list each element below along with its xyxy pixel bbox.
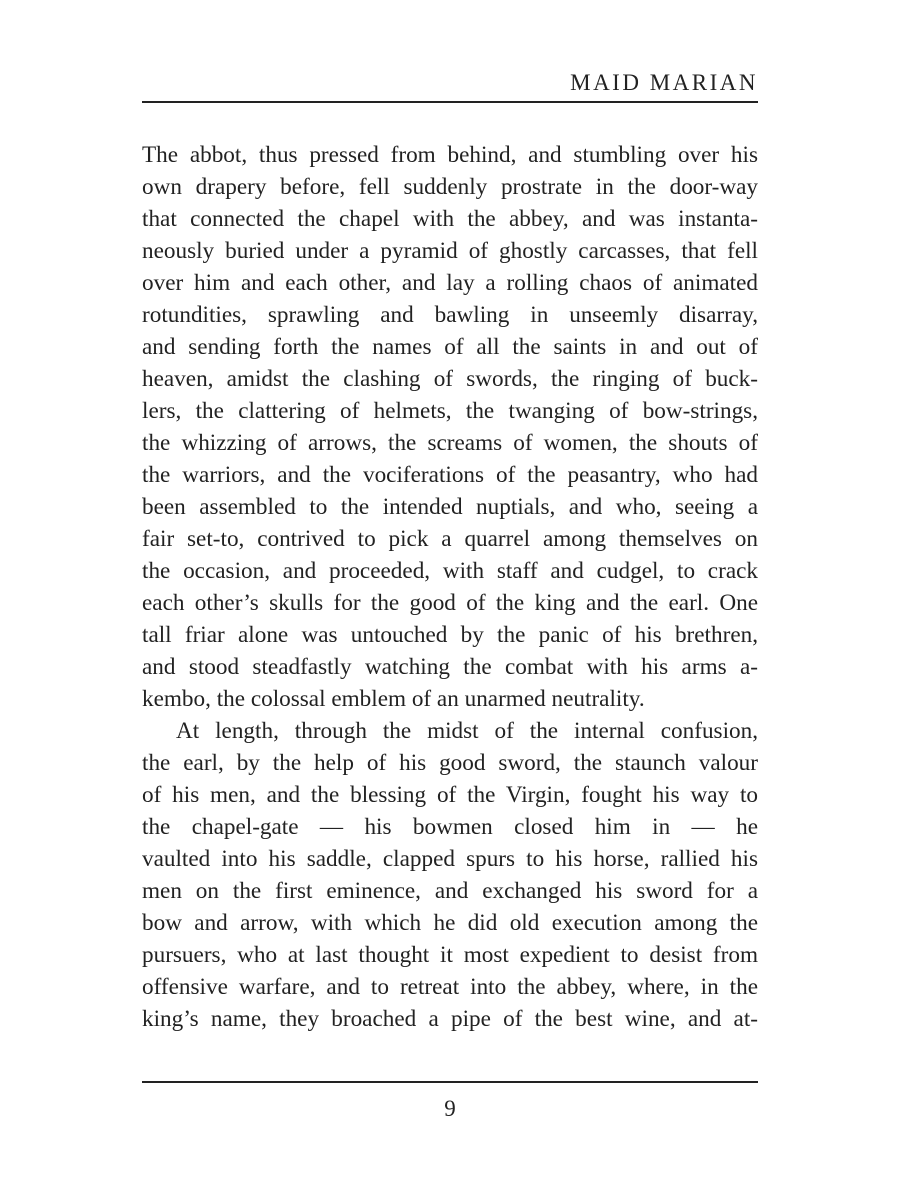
text-line: bow and arrow, with which he did old execution among the	[142, 910, 758, 936]
text-line: neously buried under a pyramid of ghostly carcasses, that fell	[142, 238, 758, 264]
page-number: 9	[444, 1096, 456, 1121]
text-line: each other’s skulls for the good of the king and the earl. One	[142, 590, 758, 616]
text-line: of his men, and the blessing of the Virgin, fought his way to	[142, 782, 758, 808]
text-line: lers, the clattering of helmets, the twanging of bow-strings,	[142, 398, 758, 424]
text-line: At length, through the midst of the internal confusion,	[176, 718, 758, 744]
text-line: tall friar alone was untouched by the panic of his brethren,	[142, 622, 758, 648]
text-line: men on the first eminence, and exchanged his sword for a	[142, 878, 758, 904]
header-rule	[142, 101, 758, 103]
footer-rule	[142, 1081, 758, 1083]
text-line: kembo, the colossal emblem of an unarmed neutrality.	[142, 686, 645, 712]
text-line: and sending forth the names of all the saints in and out of	[142, 334, 758, 360]
text-line: fair set-to, contrived to pick a quarrel among themselves on	[142, 526, 758, 552]
text-line: over him and each other, and lay a rolling chaos of animated	[142, 270, 758, 296]
text-line: the occasion, and proceeded, with staff and cudgel, to crack	[142, 558, 758, 584]
body-text	[142, 139, 758, 1035]
text-line: pursuers, who at last thought it most expedient to desist from	[142, 942, 758, 968]
text-line: the chapel-gate — his bowmen closed him in — he	[142, 814, 758, 840]
text-line: the whizzing of arrows, the screams of women, the shouts of	[142, 430, 758, 456]
text-line: The abbot, thus pressed from behind, and stumbling over his	[142, 142, 758, 168]
running-head: MAID MARIAN	[570, 70, 758, 95]
text-line: and stood steadfastly watching the combat with his arms a-	[142, 654, 758, 680]
text-line: heaven, amidst the clashing of swords, the ringing of buck-	[142, 366, 758, 392]
text-line: the earl, by the help of his good sword, the staunch valour	[142, 750, 758, 776]
text-line: own drapery before, fell suddenly prostrate in the door-way	[142, 174, 758, 200]
text-line: king’s name, they broached a pipe of the best wine, and at-	[142, 1006, 758, 1032]
text-line: rotundities, sprawling and bawling in unseemly disarray,	[142, 302, 758, 328]
text-line: been assembled to the intended nuptials, and who, seeing a	[142, 494, 758, 520]
text-line: the warriors, and the vociferations of the peasantry, who had	[142, 462, 758, 488]
text-line: vaulted into his saddle, clapped spurs to his horse, rallied his	[142, 846, 758, 872]
text-line: offensive warfare, and to retreat into the abbey, where, in the	[142, 974, 758, 1000]
text-line: that connected the chapel with the abbey, and was instanta-	[142, 206, 758, 232]
